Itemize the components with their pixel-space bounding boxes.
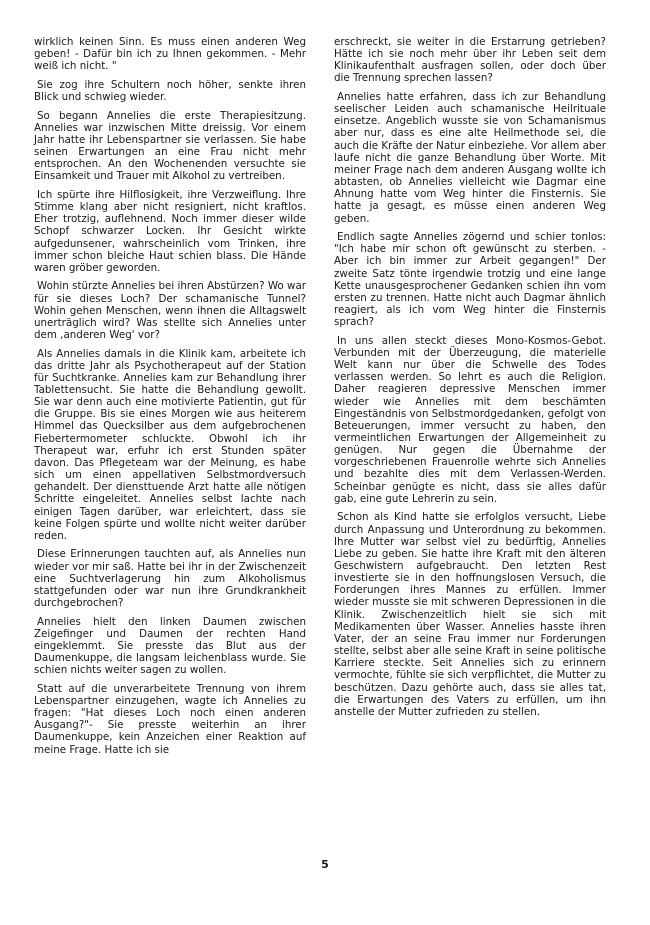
paragraph: Diese Erinnerungen tauchten auf, als Annelies nun wieder vor mir saß. Hatte bei ihr in der Zwischenzeit eine Suchtverlagerung hin zum Alkoholismus stattgefunden oder war nun ihre Grundkrankheit durchgebrochen? bbox=[34, 548, 306, 610]
paragraph: In uns allen steckt dieses Mono-Kosmos-Gebot. Verbunden mit der Überzeugung, die materielle Welt kann nur über die Schwelle des Todes verlassen werden. So lehrt es auch die Religion. Daher reagieren depressive Menschen immer wieder wie Annelies mit dem beschämten Eingeständnis von Selbstmordgedanken, gefolgt von Beteuerungen, immer versucht zu haben, den vermeintlichen Erwartungen der Allgemeinheit zu genügen. Nur gegen die Übernahme der vorgeschriebenen Frauenrolle wehrte sich Annelies und bezahlte dies mit dem Verlassen-Werden. Scheinbar genügte es nicht, dass sie alles dafür gab, eine gute Lehrerin zu sein. bbox=[334, 334, 607, 505]
paragraph: So begann Annelies die erste Therapiesitzung. Annelies war inzwischen Mitte dreissig. Vor einem Jahr hatte ihr Lebenspartner sie verlassen. Sie habe seinen Erwartungen an eine Frau nicht mehr entsprochen. An den Wochenenden versuchte sie Einsamkeit und Trauer mit Alkohol zu vertreiben. bbox=[34, 109, 306, 183]
paragraph: Als Annelies damals in die Klinik kam, arbeitete ich das dritte Jahr als Psychotherapeut auf der Station für Suchtkranke. Annelies kam zur Behandlung ihrer Tablettensucht. Sie hatte die Behandlung gewollt. Sie war denn auch eine motivierte Patientin, gut für die Gruppe. Bis sie eines Morgen wie aus heiterem Himmel das Quecksilber aus dem aufgebrochenen Fiebertermometer schluckte. Obwohl ich ihr Therapeut war, erfuhr ich erst Stunden später davon. Das Pflegeteam war der Meinung, es habe sich um einen appellativen Selbstmordversuch gehandelt. Der diensttuende Arzt hatte alle nötigen Schritte eingeleitet. Annelies selbst lachte nach einigen Tagen darüber, war erleichtert, dass sie keine Folgen spürte und wollte nicht weiter darüber reden. bbox=[34, 347, 306, 542]
paragraph: erschreckt, sie weiter in die Erstarrung getrieben? Hätte ich sie noch mehr über ihr Leben seit dem Klinikaufenthalt ausfragen sollen, oder doch über die Trennung sprechen lassen? bbox=[334, 36, 606, 85]
paragraph: Endlich sagte Annelies zögernd und schier tonlos: "Ich habe mir schon oft gewünscht zu sterben. - Aber ich bin immer zur Arbeit gegangen!" Der zweite Satz tönte irgendwie trotzig und eine lange Kette unausgesprochener Gedanken schien ihn vom ersten zu trennen. Hatte nicht auch Dagmar ähnlich reagiert, als ich vom Weg hinter die Finsternis sprach? bbox=[334, 231, 606, 329]
paragraph: Ich spürte ihre Hilflosigkeit, ihre Verzweiflung. Ihre Stimme klang aber nicht resigniert, nicht kraftlos. Eher trotzig, auflehnend. Noch immer dieser wilde Schopf schwarzer Locken. Ihr Gesicht wirkte aufgedunsener, wahrscheinlich vom Trinken, ihre immer schon bleiche Haut schien blass. Die Hände waren gröber geworden. bbox=[34, 188, 306, 274]
paragraph: Statt auf die unverarbeitete Trennung von ihrem Lebenspartner einzugehen, wagte ich Annelies zu fragen: "Hat dieses Loch noch einen anderen Ausgang?"- Sie presste weiterhin an ihrer Daumenkuppe, kein Anzeichen einer Reaktion auf meine Frage. Hatte ich sie bbox=[34, 682, 306, 756]
paragraph: Annelies hatte erfahren, dass ich zur Behandlung seelischer Leiden auch schamanische Heilrituale einsetze. Angeblich wusste sie von Schamanismus aber nur, dass es eine alte Heilmethode sei, die auch die Kräfte der Natur einbeziehe. Vor allem aber laufe nicht die ganze Behandlung über Worte. Mit meiner Frage nach dem anderen Ausgang wollte ich abtasten, ob Annelies vielleicht wie Dagmar eine Ahnung hatte vom Weg hinter die Finsternis. Sie hatte ja gesagt, es müsse einen anderen Weg geben. bbox=[334, 91, 606, 225]
paragraph: Schon als Kind hatte sie erfolglos versucht, Liebe durch Anpassung und Unterordnung zu bekommen. Ihre Mutter war selbst viel zu bedürftig, Annelies Liebe zu geben. Sie hatte ihre Kraft mit den älteren Geschwistern aufgebraucht. Den letzten Rest investierte sie in den hoffnungslosen Versuch, die Forderungen ihres Mannes zu erfüllen. Immer wieder musste sie mit schweren Depressionen in die Klinik. Zwischenzeitlich hielt sie sich mit Medikamenten über Wasser. Annelies hasste ihren Vater, der an seine Frau immer nur Forderungen stellte, selbst aber alle seine Kraft in seine politische Karriere steckte. Seit Annelies sich zu erinnern vermochte, fühlte sie sich verpflichtet, die Mutter zu beschützen. Dazu gehörte auch, dass sie alles tat, die Erwartungen des Vaters zu erfüllen, um ihn anstelle der Mutter zufrieden zu stellen. bbox=[334, 511, 606, 718]
paragraph: Annelies hielt den linken Daumen zwischen Zeigefinger und Daumen der rechten Hand eingeklemmt. Sie presste das Blut aus der Daumenkuppe, die langsam leichenblass wurde. Sie schien nichts weiter sagen zu wollen. bbox=[34, 615, 306, 677]
paragraph: wirklich keinen Sinn. Es muss einen anderen Weg geben! - Dafür bin ich zu Ihnen gekommen. - Mehr weiß ich nicht. " bbox=[34, 36, 306, 73]
paragraph: Wohin stürzte Annelies bei ihren Abstürzen? Wo war für sie dieses Loch? Der schamanische Tunnel? Wohin gehen Menschen, wenn ihnen die Alltagswelt unerträglich wird? Was stellte sich Annelies unter dem ‚anderen Weg' vor? bbox=[34, 280, 306, 341]
paragraph: Sie zog ihre Schultern noch höher, senkte ihren Blick und schwieg wieder. bbox=[34, 78, 306, 104]
page-number: 5 bbox=[321, 858, 329, 871]
right-column bbox=[334, 36, 606, 724]
left-column bbox=[34, 36, 306, 762]
